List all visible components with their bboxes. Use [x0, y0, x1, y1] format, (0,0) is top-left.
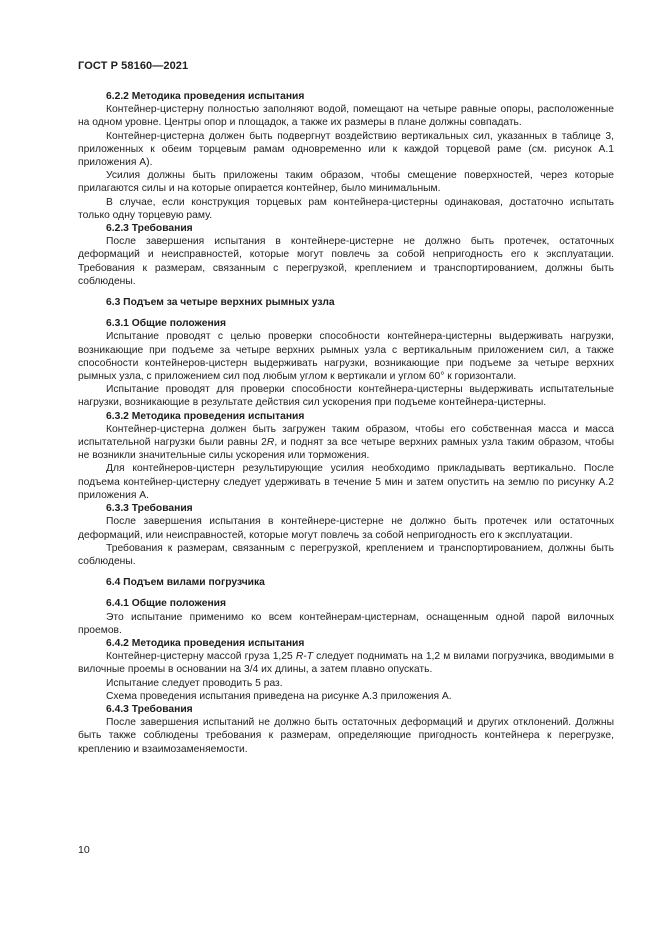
paragraph: После завершения испытаний не должно быть остаточных деформаций и других отклонений. Должны быть также соблюдены требования к размерам, определяющие пригодность контейнера к перегрузке, креплению и взаимозаменяемости. — [78, 717, 614, 755]
section-heading-6-3-1: 6.3.1 Общие положения — [106, 318, 226, 330]
paragraph: После завершения испытания в контейнере-цистерне не должно быть протечек, остаточных деформаций и неисправностей, которые могут повлечь за собой непригодность его к эксплуатации. Требования к размерам, связанным с перегрузкой, креплением и транспортированием, должны быть соблюдены. — [78, 236, 614, 287]
section-heading-6-2-2: 6.2.2 Методика проведения испытания — [106, 91, 305, 102]
document-standard-id: ГОСТ Р 58160—2021 — [78, 60, 189, 72]
paragraph: В случае, если конструкция торцевых рам контейнера-цистерны одинаковая, достаточно испытать только одну торцевую раму. — [78, 196, 614, 221]
page-number: 10 — [78, 844, 90, 856]
text-run: Контейнер-цистерну массой груза 1,25 — [106, 651, 296, 663]
paragraph: Требования к размерам, связанным с перегрузкой, креплением и транспортированием, должны быть соблюдены. — [78, 542, 614, 567]
text-run: Контейнер-цистерна должен быть загружен таким образом, чтобы его собственная масса и масса испытательной нагрузки были равны 2 — [78, 423, 614, 449]
paragraph: Испытание проводят с целью проверки способности контейнера-цистерны выдерживать нагрузки, возникающие при подъеме за четыре верхних рымных узла с вертикальным приложением сил, а также способности контейнеров-цистерн выдерживать нагрузки, возникающие при подъеме за четыре верхних рымных узла, с приложением сил под любым углом к вертикали и углом 60° к горизонтали. — [78, 331, 614, 383]
formula-variable: R-T — [295, 651, 314, 663]
formula-variable: R — [266, 437, 275, 449]
spacer — [78, 309, 614, 317]
paragraph: Контейнер-цистерна должен быть подвергнут воздействию вертикальных сил, указанных в таблице 3, приложенных к обеим торцевым рамам одновременно или к каждой торцевой раме (см. рисунок А.1 приложения А). — [78, 130, 614, 169]
section-heading-6-3: 6.3 Подъем за четыре верхних рымных узла — [106, 297, 335, 309]
section-heading-6-3-3: 6.3.3 Требования — [106, 503, 193, 515]
paragraph: После завершения испытания в контейнере-цистерне не должно быть протечек или остаточных деформаций, или неисправностей, которые могут повлечь за собой непригодность его к эксплуатации. — [78, 516, 614, 541]
section-heading-6-4: 6.4 Подъем вилами погрузчика — [106, 577, 265, 589]
document-body — [78, 90, 614, 756]
paragraph: Испытание следует проводить 5 раз. — [106, 677, 283, 689]
paragraph — [78, 423, 614, 463]
paragraph: Усилия должны быть приложены таким образом, чтобы смещение поверхностей, через которые прилагаются силы и на которые опирается контейнер, было минимальным. — [78, 170, 614, 195]
text-run: , и поднят за все четыре верхних рамных узла таким образом, чтобы не возникли значительные силы ускорения или торможения. — [78, 437, 614, 462]
spacer — [78, 589, 614, 597]
section-heading-6-4-1: 6.4.1 Общие положения — [106, 598, 226, 610]
spacer — [78, 288, 614, 296]
section-heading-6-4-2: 6.4.2 Методика проведения испытания — [106, 637, 305, 649]
section-heading-6-4-3: 6.4.3 Требования — [106, 703, 193, 715]
section-heading-6-2-3: 6.2.3 Требования — [106, 223, 193, 235]
paragraph: Испытание проводят для проверки способности контейнера-цистерны выдерживать испытательные нагрузки, возникающие в результате действия сил ускорения при подъеме контейнера-цистерны. — [78, 384, 614, 409]
paragraph: Схема проведения испытания приведена на рисунке А.3 приложения А. — [106, 690, 452, 702]
paragraph: Контейнер-цистерну полностью заполняют водой, помещают на четыре равные опоры, расположенные на одном уровне. Центры опор и площадок, а также их размеры в плане должны совпадать. — [78, 104, 614, 129]
paragraph — [78, 650, 614, 676]
paragraph: Для контейнеров-цистерн результирующие усилия необходимо прикладывать вертикально. После подъема контейнер-цистерну следует удерживать в течение 5 мин и затем опустить на землю по рисунку А.2 приложения А. — [78, 463, 614, 501]
text-run: следует поднимать на 1,2 м вилами погрузчика, вводимыми в вилочные проемы в основании на 3/4 их длины, а затем плавно опускать. — [78, 651, 614, 676]
section-heading-6-3-2: 6.3.2 Методика проведения испытания — [106, 410, 305, 422]
spacer — [78, 568, 614, 576]
paragraph: Это испытание применимо ко всем контейнерам-цистернам, оснащенным одной парой вилочных проемов. — [78, 611, 614, 636]
